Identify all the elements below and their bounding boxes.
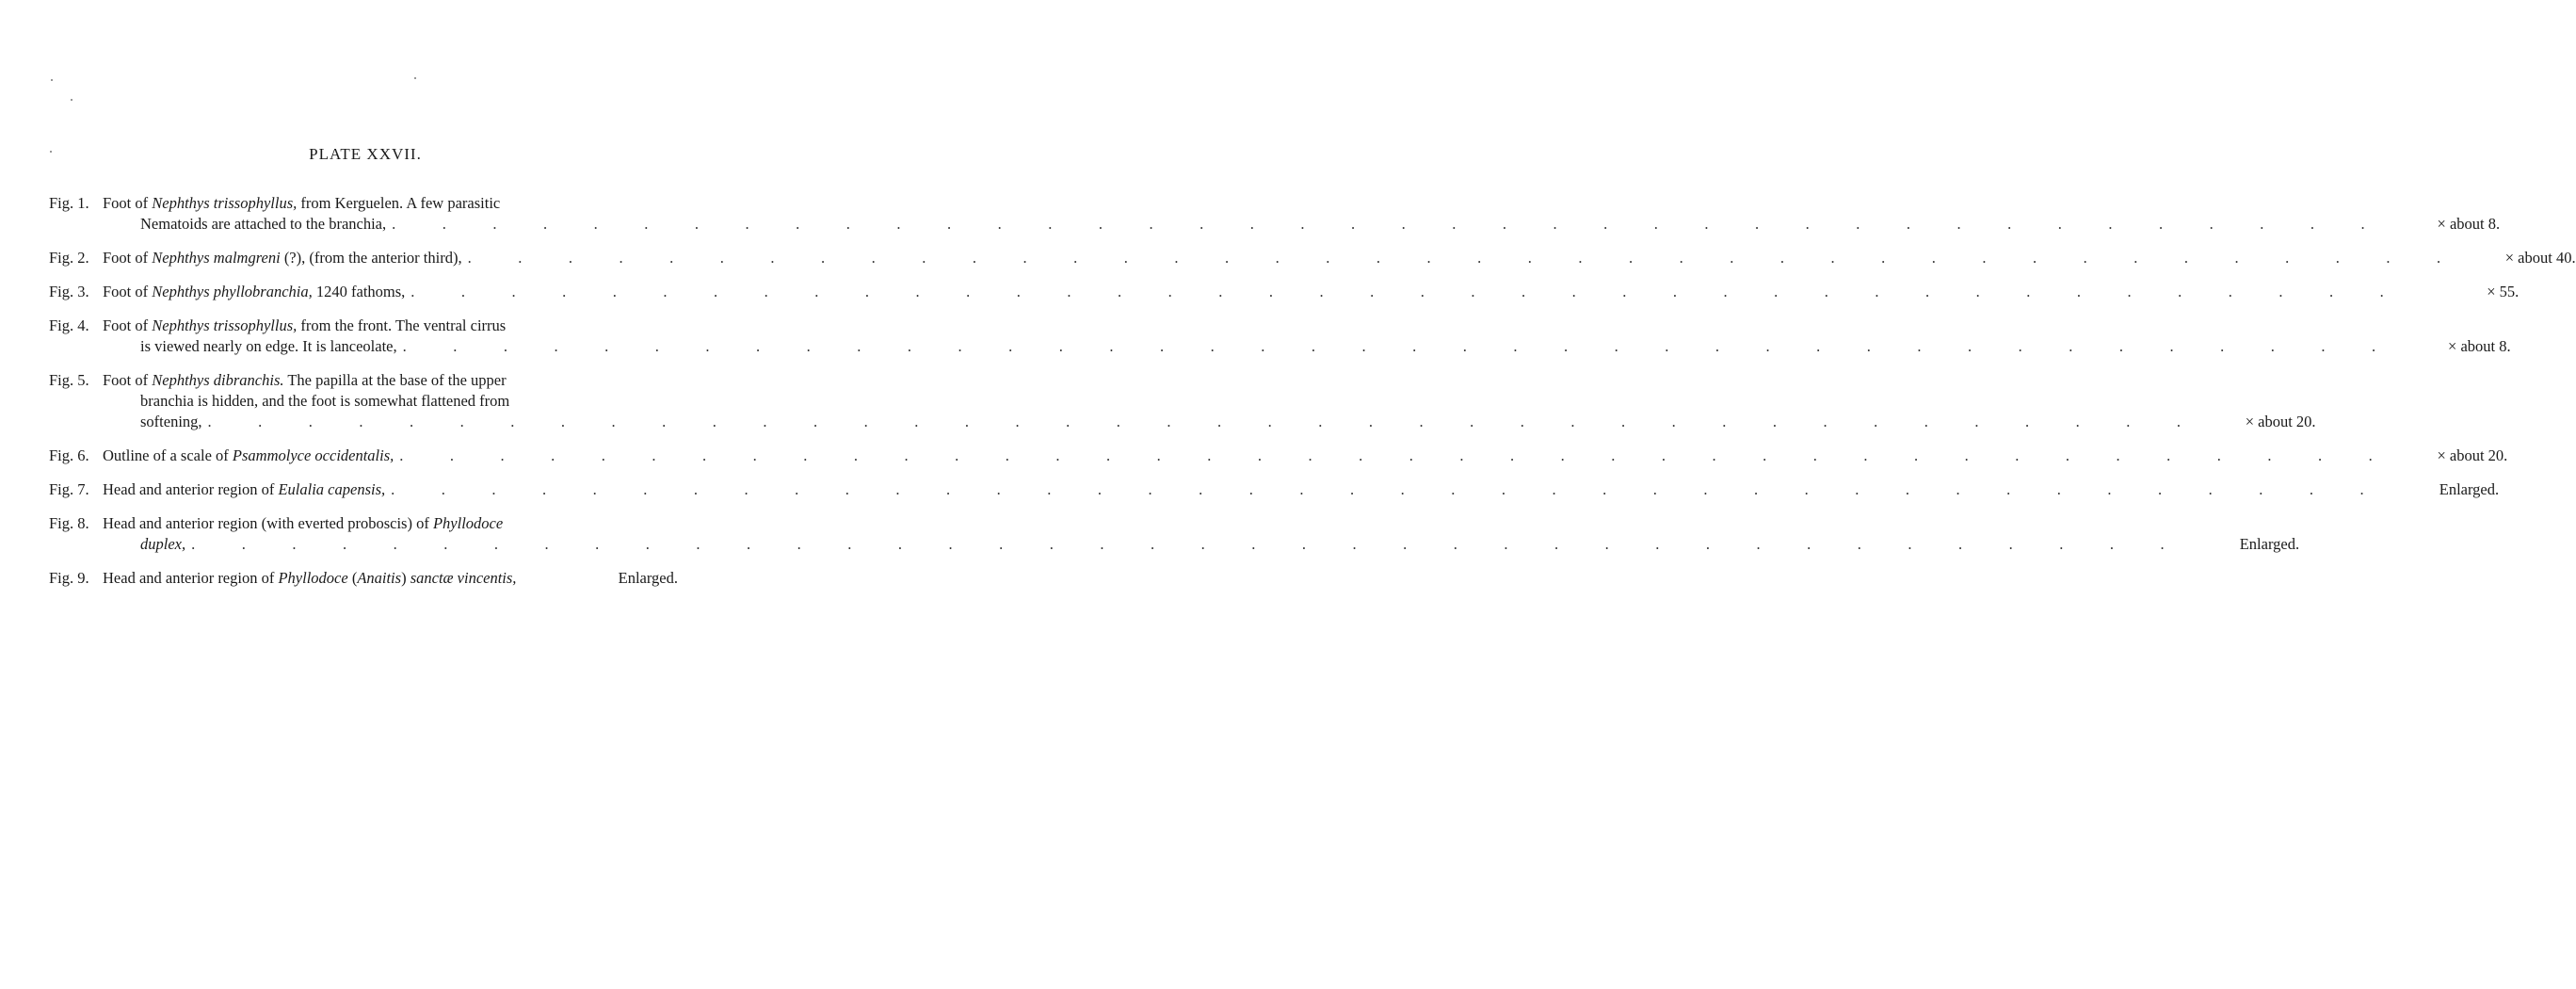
magnification: × about 8.: [2437, 215, 2501, 233]
figure-number: Fig. 7.: [49, 480, 89, 498]
caption-span: ): [401, 569, 411, 587]
caption-span: The papilla at the base of the upper: [283, 371, 507, 389]
figure-number: Fig. 4.: [49, 316, 89, 334]
entry-line: [49, 412, 2316, 432]
figure-entry: [49, 248, 2576, 268]
caption-span: Foot of: [103, 283, 153, 300]
caption-italic: sanctæ vincentis,: [410, 569, 517, 587]
dot-leader: . . . . . . . . . . . . . . . . . . . . . . . . . . . . . . . . . . . . . . . .: [391, 480, 2411, 498]
magnification: × 55.: [2487, 283, 2520, 300]
caption-span: Outline of a scale of: [103, 446, 233, 464]
caption-span: (: [347, 569, 358, 587]
figure-entry: [49, 568, 678, 589]
magnification: × about 20.: [2245, 413, 2316, 430]
figure-number: Fig. 9.: [49, 569, 89, 587]
caption-italic: Psammolyce occidentalis,: [232, 446, 394, 464]
figure-entry: [49, 446, 2508, 466]
caption-span: Foot of: [103, 371, 153, 389]
caption-text: [140, 336, 397, 357]
figure-list: [49, 193, 2576, 602]
entry-line: [49, 568, 678, 589]
magnification: × about 8.: [2448, 337, 2511, 355]
caption-text: [103, 248, 462, 268]
caption-text: [103, 282, 405, 302]
caption-text: [103, 446, 394, 466]
magnification: Enlarged.: [618, 569, 678, 587]
caption-italic: Anaitis: [357, 569, 402, 587]
caption-text: [103, 316, 506, 336]
caption-italic: duplex,: [140, 535, 186, 553]
magnification: Enlarged.: [2239, 535, 2300, 553]
figure-number: Fig. 6.: [49, 446, 89, 464]
figure-entry: [49, 193, 2501, 235]
caption-italic: Nephthys trissophyllus,: [152, 194, 298, 212]
caption-span: 1240 fathoms,: [312, 283, 406, 300]
caption-italic: Phyllodoce: [278, 569, 348, 587]
caption-span: from the front. The ventral cirrus: [297, 316, 507, 334]
figure-entry: [49, 316, 2511, 357]
caption-span: Nematoids are attached to the branchia,: [140, 215, 387, 233]
magnification: Enlarged.: [2439, 480, 2500, 498]
dot-leader: . . . . . . . . . . . . . . . . . . . . . . . . . . . . . . . . . . . . . . . .: [467, 249, 2487, 267]
dot-leader: . . . . . . . . . . . . . . . . . . . . . . . . . . . . . . . . . . . . . . . .: [399, 446, 2420, 464]
dot-leader: . . . . . . . . . . . . . . . . . . . . . . . . . . . . . . . . . . . . . . . .: [392, 215, 2412, 233]
entry-line: [49, 248, 2576, 268]
caption-text: [140, 412, 202, 432]
magnification: × about 20.: [2437, 446, 2508, 464]
figure-number: Fig. 5.: [49, 371, 89, 389]
caption-span: from Kerguelen. A few parasitic: [297, 194, 501, 212]
figure-entry: [49, 479, 2500, 500]
print-speck: [51, 79, 53, 81]
caption-span: Head and anterior region of: [103, 480, 279, 498]
caption-span: Foot of: [103, 249, 153, 267]
caption-text: [103, 479, 385, 500]
caption-text: [103, 568, 516, 589]
caption-italic: Eulalia capensis,: [278, 480, 386, 498]
caption-text: [103, 193, 500, 214]
caption-italic: Nephthys phyllobranchia,: [152, 283, 313, 300]
figure-entry: [49, 282, 2520, 302]
figure-entry: [49, 370, 2316, 432]
caption-italic: Nephthys trissophyllus,: [152, 316, 298, 334]
caption-italic: Nephthys malmgreni: [152, 249, 281, 267]
entry-line: [49, 282, 2520, 302]
caption-text: [140, 214, 386, 235]
caption-text: [103, 513, 503, 534]
figure-number: Fig. 2.: [49, 249, 89, 267]
caption-text: [140, 534, 185, 555]
entry-line: [49, 391, 678, 412]
print-speck: [414, 77, 416, 79]
figure-entry: [49, 513, 2300, 555]
figure-number: Fig. 3.: [49, 283, 89, 300]
caption-span: softening,: [140, 413, 202, 430]
caption-italic: Nephthys dibranchis.: [152, 371, 284, 389]
caption-span: Foot of: [103, 316, 153, 334]
entry-line: [49, 513, 678, 534]
figure-number: Fig. 8.: [49, 514, 89, 532]
entry-line: [49, 479, 2500, 500]
dot-leader: . . . . . . . . . . . . . . . . . . . . . . . . . . . . . . . . . . . . . . . .: [191, 535, 2212, 553]
plate-title: PLATE XXVII.: [309, 145, 422, 163]
caption-text: [103, 370, 507, 391]
entry-line: [49, 534, 2300, 555]
entry-line: [49, 316, 678, 336]
print-speck: [71, 99, 72, 101]
entry-line: [49, 446, 2508, 466]
entry-line: [49, 370, 678, 391]
caption-span: is viewed nearly on edge. It is lanceolate,: [140, 337, 397, 355]
caption-span: Head and anterior region of: [103, 569, 279, 587]
entry-line: [49, 336, 2511, 357]
dot-leader: . . . . . . . . . . . . . . . . . . . . . . . . . . . . . . . . . . . . . . . .: [402, 337, 2423, 355]
caption-italic: Phyllodoce: [432, 514, 504, 532]
magnification: × about 40.: [2504, 249, 2576, 267]
caption-span: branchia is hidden, and the foot is somewhat flattened from: [140, 392, 510, 410]
entry-line: [49, 214, 2501, 235]
caption-text: [140, 391, 509, 412]
entry-line: [49, 193, 678, 214]
caption-span: Head and anterior region (with everted proboscis) of: [103, 514, 433, 532]
figure-number: Fig. 1.: [49, 194, 89, 212]
caption-span: Foot of: [103, 194, 153, 212]
dot-leader: . . . . . . . . . . . . . . . . . . . . . . . . . . . . . . . . . . . . . . . .: [207, 413, 2228, 430]
caption-span: (?), (from the anterior third),: [280, 249, 462, 267]
dot-leader: . . . . . . . . . . . . . . . . . . . . . . . . . . . . . . . . . . . . . . . .: [411, 283, 2431, 300]
